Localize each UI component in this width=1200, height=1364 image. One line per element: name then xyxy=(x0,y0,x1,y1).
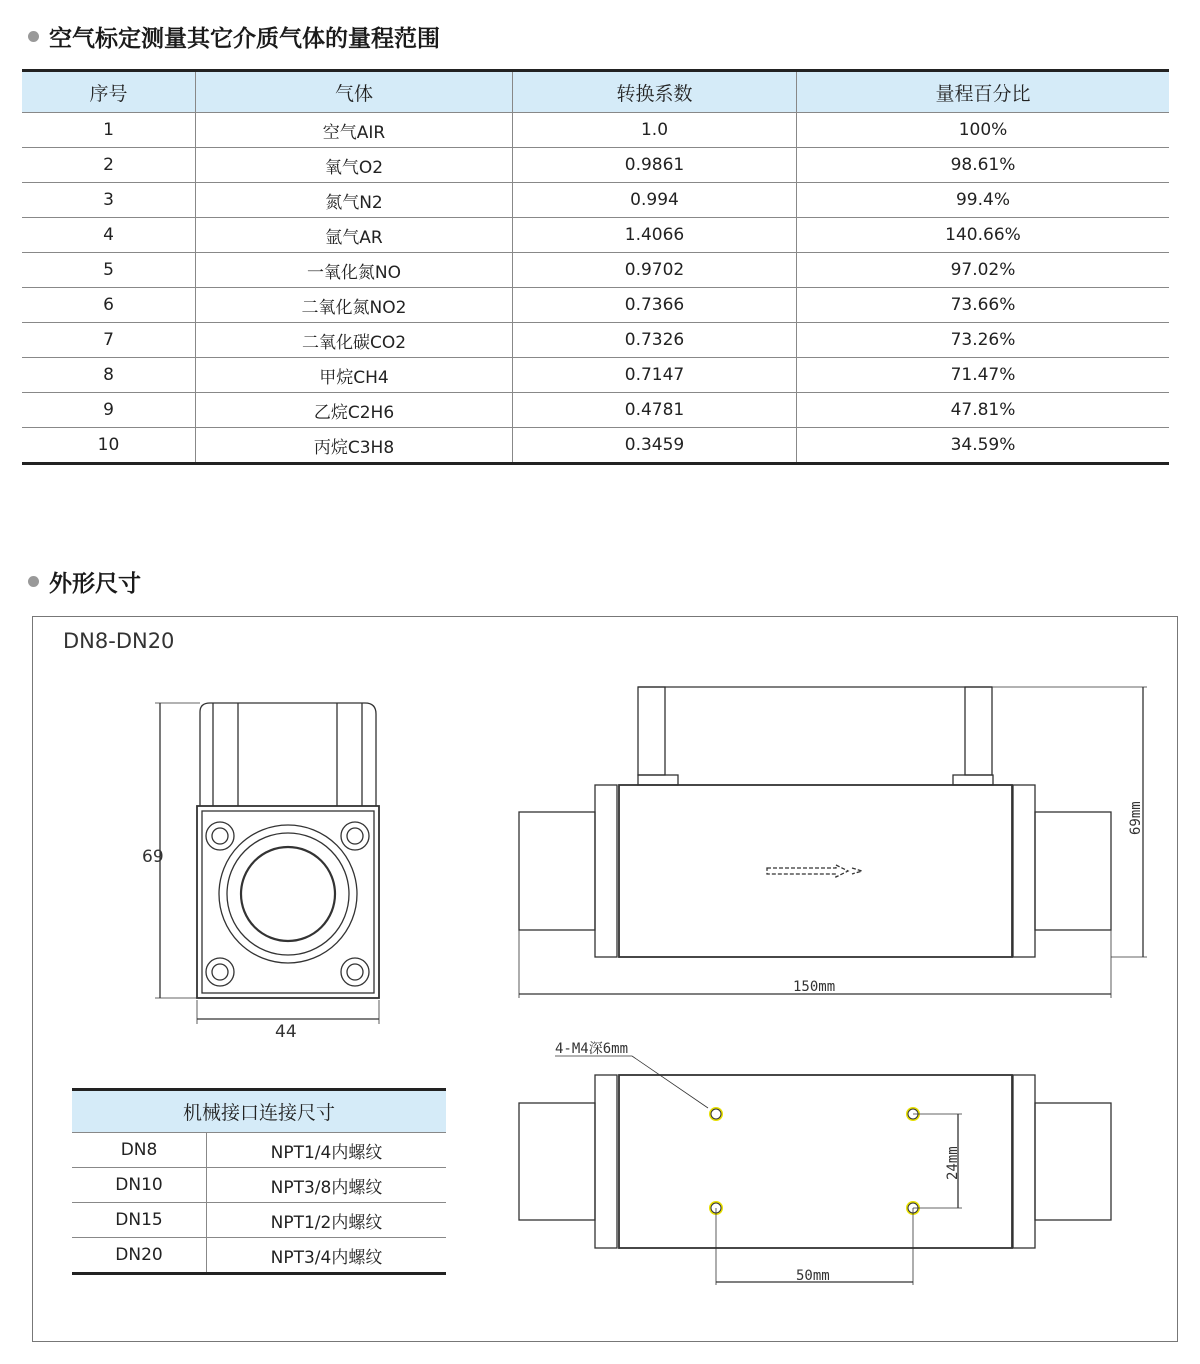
cell-index: 6 xyxy=(22,288,196,323)
cell-factor: 0.3459 xyxy=(513,428,797,464)
side-view xyxy=(519,687,1147,998)
table-row xyxy=(72,1133,446,1168)
cell-gas: 甲烷CH4 xyxy=(196,358,513,393)
bottom-view xyxy=(519,1041,1111,1285)
cell-factor: 1.0 xyxy=(513,113,797,148)
cell-index: 8 xyxy=(22,358,196,393)
cell-index: 9 xyxy=(22,393,196,428)
cell-gas: 二氧化氮NO2 xyxy=(196,288,513,323)
cell-gas: 乙烷C2H6 xyxy=(196,393,513,428)
cell-size: DN10 xyxy=(72,1168,207,1203)
front-view xyxy=(142,703,379,1042)
cell-factor: 1.4066 xyxy=(513,218,797,253)
cell-thread: NPT3/8内螺纹 xyxy=(207,1168,447,1203)
hole-spacing-v-label: 24mm xyxy=(945,1146,961,1180)
cell-size: DN15 xyxy=(72,1203,207,1238)
side-length-label: 150mm xyxy=(793,979,836,995)
cell-percent: 73.26% xyxy=(797,323,1170,358)
cell-gas: 氧气O2 xyxy=(196,148,513,183)
cell-index: 10 xyxy=(97,435,120,455)
cell-percent: 47.81% xyxy=(797,393,1170,428)
cell-factor: 0.9861 xyxy=(513,148,797,183)
cell-gas: 二氧化碳CO2 xyxy=(196,323,513,358)
model-range-label: DN8-DN20 xyxy=(63,629,175,653)
cell-percent: 98.61% xyxy=(797,148,1170,183)
side-height-label: 69mm xyxy=(1128,801,1144,835)
conn-table-header: 机械接口连接尺寸 xyxy=(72,1090,446,1133)
table-row xyxy=(72,1168,446,1203)
hole-note-label: 4-M4深6mm xyxy=(555,1041,629,1057)
cell-gas: 空气AIR xyxy=(196,113,513,148)
cell-thread: NPT1/4内螺纹 xyxy=(207,1133,447,1168)
cell-percent: 100% xyxy=(797,113,1170,148)
cell-percent: 71.47% xyxy=(797,358,1170,393)
front-height-label: 69 xyxy=(142,847,164,867)
cell-percent: 34.59% xyxy=(797,428,1170,464)
cell-thread: NPT1/2内螺纹 xyxy=(207,1203,447,1238)
cell-gas: 氮气N2 xyxy=(196,183,513,218)
cell-index: 2 xyxy=(22,148,196,183)
cell-index: 3 xyxy=(22,183,196,218)
mount-hole xyxy=(710,1108,722,1120)
hole-spacing-h-label: 50mm xyxy=(796,1268,830,1284)
col-header-index: 序号 xyxy=(22,71,196,113)
cell-size: DN20 xyxy=(115,1245,163,1265)
table-row xyxy=(72,1203,446,1238)
col-header-factor: 转换系数 xyxy=(513,71,797,113)
cell-factor: 0.7326 xyxy=(513,323,797,358)
cell-factor: 0.7147 xyxy=(513,358,797,393)
cell-gas: 氩气AR xyxy=(196,218,513,253)
cell-factor: 0.9702 xyxy=(513,253,797,288)
cell-percent: 73.66% xyxy=(797,288,1170,323)
section-title-text: 外形尺寸 xyxy=(49,571,141,597)
cell-index: 7 xyxy=(22,323,196,358)
cell-thread: NPT3/4内螺纹 xyxy=(207,1238,447,1274)
cell-percent: 140.66% xyxy=(797,218,1170,253)
col-header-percent: 量程百分比 xyxy=(797,71,1170,113)
table-row xyxy=(72,1238,446,1274)
cell-gas: 丙烷C3H8 xyxy=(196,428,513,464)
cell-index: 4 xyxy=(22,218,196,253)
cell-index: 5 xyxy=(22,253,196,288)
cell-percent: 97.02% xyxy=(797,253,1170,288)
connection-size-table xyxy=(72,1088,446,1275)
front-width-label: 44 xyxy=(275,1022,297,1042)
cell-factor: 0.994 xyxy=(513,183,797,218)
cell-percent: 99.4% xyxy=(797,183,1170,218)
col-header-gas: 气体 xyxy=(196,71,513,113)
section-title-text: 空气标定测量其它介质气体的量程范围 xyxy=(49,26,440,52)
cell-factor: 0.4781 xyxy=(513,393,797,428)
table-header-row xyxy=(72,1090,446,1133)
mount-hole xyxy=(711,1109,721,1119)
cell-size: DN8 xyxy=(72,1133,207,1168)
cell-gas: 一氧化氮NO xyxy=(196,253,513,288)
cell-index: 1 xyxy=(22,113,196,148)
cell-factor: 0.7366 xyxy=(513,288,797,323)
